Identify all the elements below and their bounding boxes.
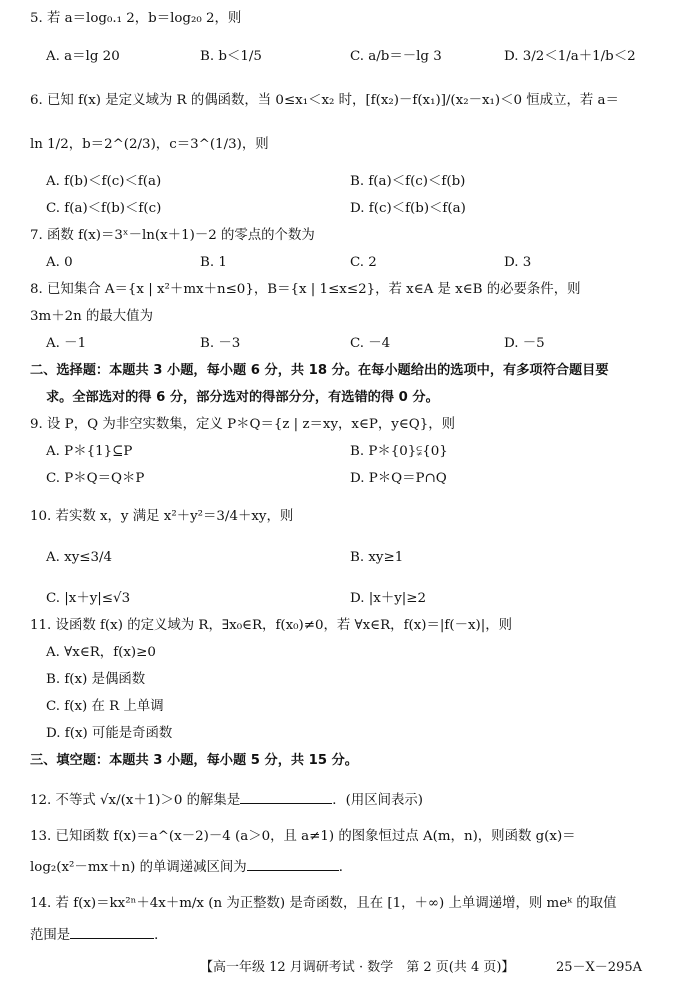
q10-option-b: B. xy≥1 (350, 550, 404, 565)
section2-heading-line2: 求。全部选对的得 6 分，部分选对的得部分分，有选错的得 0 分。 (46, 390, 439, 405)
q11-stem: 11. 设函数 f(x) 的定义域为 R，∃x₀∈R，f(x₀)≠0，若 ∀x∈R，f(x)＝|f(－x)|，则 (30, 618, 513, 633)
q5-option-c: C. a/b＝－lg 3 (350, 49, 442, 64)
section2-heading-line1: 二、选择题：本题共 3 小题，每小题 6 分，共 18 分。在每小题给出的选项中，有多项符合题目要 (30, 363, 609, 378)
q13-answer-blank[interactable] (247, 858, 339, 871)
q14-stem-pre: 范围是 (30, 928, 71, 943)
q5-option-b: B. b＜1/5 (200, 49, 262, 64)
q7-option-c: C. 2 (350, 255, 377, 270)
q8-option-c: C. －4 (350, 336, 391, 351)
q12-stem (30, 791, 423, 810)
q6-option-a: A. f(b)＜f(c)＜f(a) (46, 174, 162, 189)
q12-stem-pre: 12. 不等式 √x/(x＋1)＞0 的解集是 (30, 793, 241, 808)
q11-option-c: C. f(x) 在 R 上单调 (46, 699, 164, 714)
page-footer: 【高一年级 12 月调研考试 · 数学 第 2 页(共 4 页)】 (200, 960, 515, 975)
q10-option-c: C. |x＋y|≤√3 (46, 591, 131, 606)
q9-option-a: A. P＊{1}⊆P (46, 444, 133, 459)
q8-stem-line1: 8. 已知集合 A＝{x | x²＋mx＋n≤0}，B＝{x | 1≤x≤2}，若 x∈A 是 x∈B 的必要条件，则 (30, 282, 581, 297)
q8-option-b: B. －3 (200, 336, 241, 351)
q9-stem: 9. 设 P，Q 为非空实数集，定义 P＊Q＝{z | z＝xy，x∈P，y∈Q}，则 (30, 417, 456, 432)
q12-answer-blank[interactable] (240, 791, 332, 804)
q10-option-a: A. xy≤3/4 (46, 550, 113, 565)
q11-option-b: B. f(x) 是偶函数 (46, 672, 146, 687)
q14-answer-blank[interactable] (70, 926, 154, 939)
q13-stem-post: ． (338, 860, 353, 875)
q6-stem-line2: ln 1/2，b＝2^(2/3)，c＝3^(1/3)，则 (30, 137, 269, 152)
q7-stem: 7. 函数 f(x)＝3ˣ－ln(x＋1)－2 的零点的个数为 (30, 228, 315, 243)
section3-heading: 三、填空题：本题共 3 小题，每小题 5 分，共 15 分。 (30, 753, 358, 768)
exam-code: 25－X－295A (556, 960, 642, 975)
q8-stem-line2: 3m＋2n 的最大值为 (30, 309, 153, 324)
q14-stem-line2 (30, 926, 168, 945)
q5-option-d: D. 3/2＜1/a＋1/b＜2 (504, 49, 636, 64)
q5-option-a: A. a＝lg 20 (46, 49, 120, 64)
q9-option-d: D. P＊Q＝P∩Q (350, 471, 447, 486)
q6-stem-line1: 6. 已知 f(x) 是定义域为 R 的偶函数，当 0≤x₁＜x₂ 时，[f(x₂)－f(x₁)]/(x₂－x₁)＜0 恒成立，若 a＝ (30, 93, 619, 108)
q10-option-d: D. |x＋y|≥2 (350, 591, 427, 606)
q14-stem-line1: 14. 若 f(x)＝kx²ⁿ＋4x＋m/x (n 为正整数) 是奇函数，且在 [1，＋∞) 上单调递增，则 meᵏ 的取值 (30, 896, 617, 911)
q6-option-d: D. f(c)＜f(b)＜f(a) (350, 201, 466, 216)
q9-option-c: C. P＊Q＝Q＊P (46, 471, 145, 486)
q6-option-b: B. f(a)＜f(c)＜f(b) (350, 174, 466, 189)
q8-option-a: A. －1 (46, 336, 87, 351)
q6-option-c: C. f(a)＜f(b)＜f(c) (46, 201, 162, 216)
q10-stem: 10. 若实数 x，y 满足 x²＋y²＝3/4＋xy，则 (30, 509, 294, 524)
q13-stem-line1: 13. 已知函数 f(x)＝a^(x－2)－4 (a＞0，且 a≠1) 的图象恒过点 A(m，n)，则函数 g(x)＝ (30, 829, 576, 844)
q7-option-a: A. 0 (46, 255, 73, 270)
q7-option-d: D. 3 (504, 255, 532, 270)
q14-stem-post: ． (154, 928, 168, 943)
q9-option-b: B. P＊{0}⫋{0} (350, 444, 448, 459)
q8-option-d: D. －5 (504, 336, 545, 351)
q7-option-b: B. 1 (200, 255, 227, 270)
q12-stem-post: ．(用区间表示) (332, 793, 424, 808)
q13-stem-line2 (30, 858, 352, 877)
q11-option-a: A. ∀x∈R，f(x)≥0 (46, 645, 156, 660)
q5-stem: 5. 若 a＝log₀.₁ 2，b＝log₂₀ 2，则 (30, 11, 242, 26)
q11-option-d: D. f(x) 可能是奇函数 (46, 726, 173, 741)
q13-stem-pre: log₂(x²－mx＋n) 的单调递减区间为 (30, 860, 247, 875)
